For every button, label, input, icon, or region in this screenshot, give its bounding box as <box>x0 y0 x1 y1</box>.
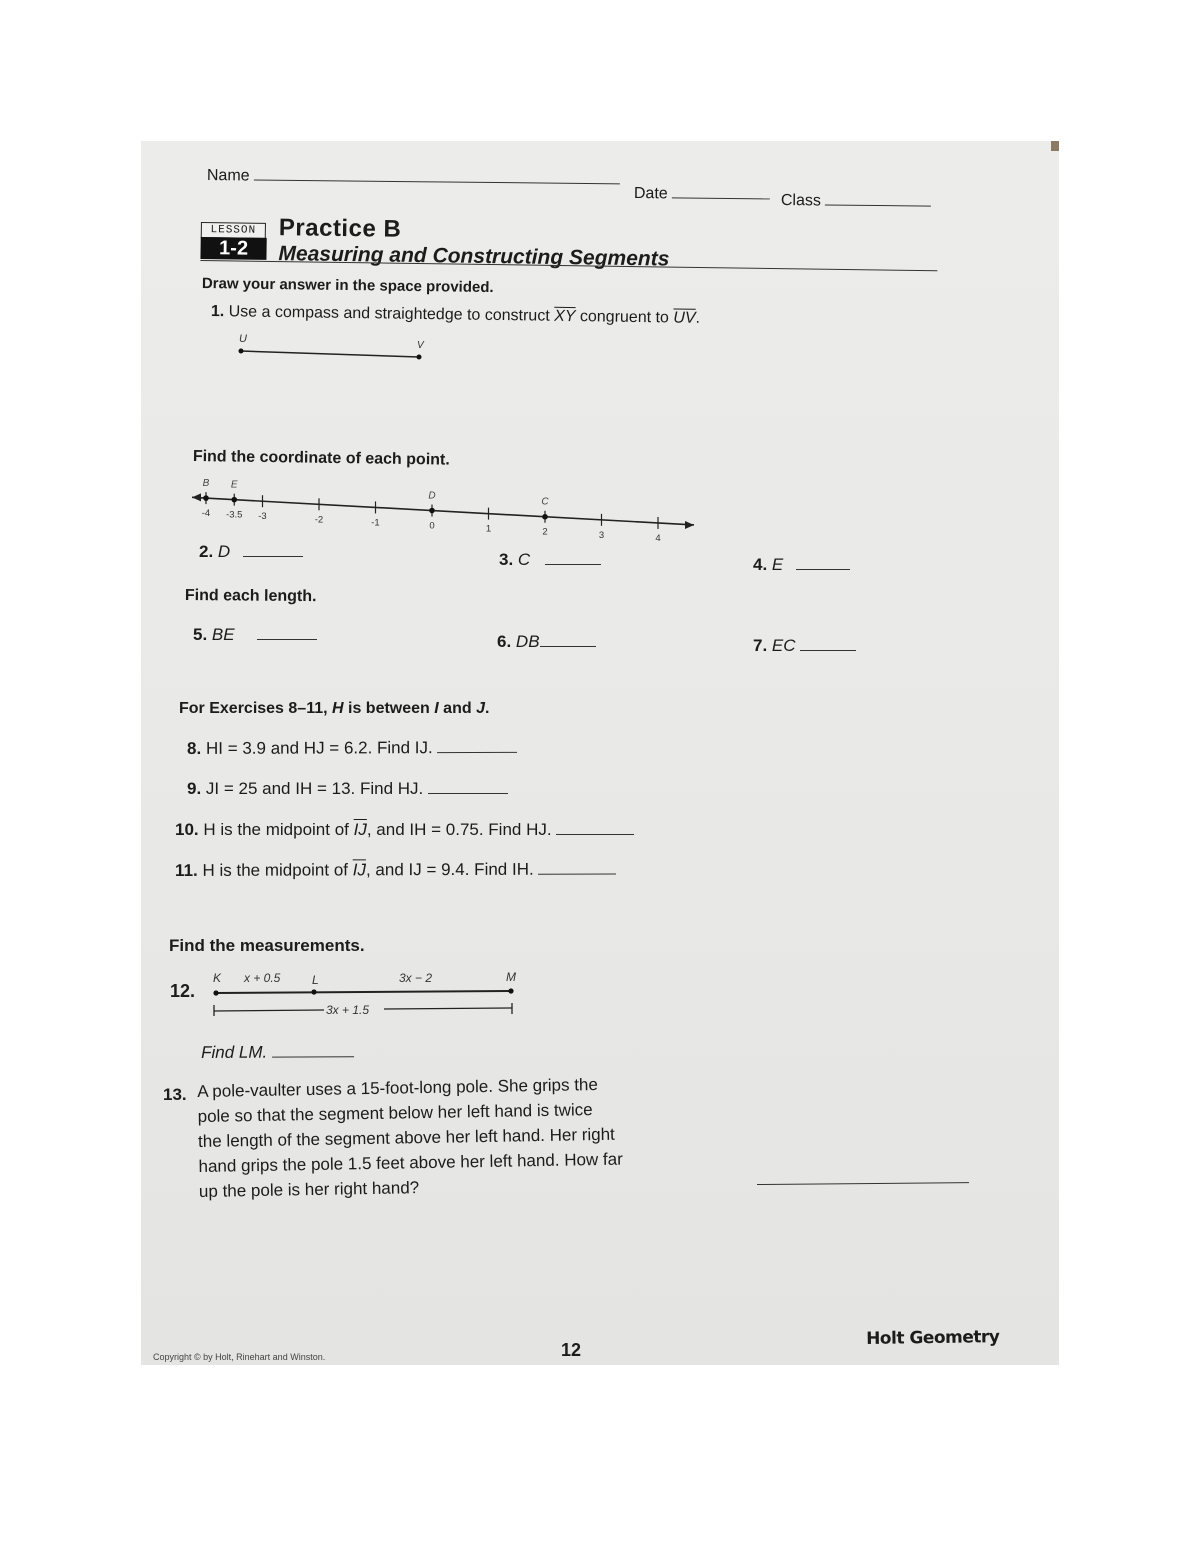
problem-11-text-b: , and IJ = 9.4. Find IH. <box>365 859 534 880</box>
expr-km: 3x + 1.5 <box>326 1003 370 1017</box>
number-line-point-label-d: D <box>428 490 436 502</box>
problem-5-var: BE <box>211 625 235 644</box>
problem-13-number: 13. <box>163 1085 187 1104</box>
between-instruction-a: For Exercises 8–11, <box>179 700 332 717</box>
dim-line-right <box>384 1008 512 1009</box>
problem-4-answer[interactable] <box>796 568 850 570</box>
number-line-tick-label: 1 <box>485 523 492 535</box>
number-line-tick-label: 3 <box>598 529 605 541</box>
point-u-dot <box>239 349 244 354</box>
problem-2-answer[interactable] <box>243 555 303 557</box>
lesson-title: Practice B <box>278 214 402 243</box>
problem-12-answer[interactable] <box>272 1055 354 1057</box>
dim-line-left <box>214 1010 324 1011</box>
number-line-tick-label: -3 <box>258 511 267 523</box>
problem-10-text-b: , and IH = 0.75. Find HJ. <box>366 820 552 839</box>
problem-5-number: 5. <box>193 625 208 644</box>
expr-lm: 3x − 2 <box>399 971 433 985</box>
name-blank <box>254 178 620 184</box>
number-line-tick-label: -1 <box>371 517 380 529</box>
point-v-dot <box>417 355 422 360</box>
problem-8 <box>187 738 518 759</box>
lesson-badge-number: 1-2 <box>200 237 266 260</box>
problem-13-line-2: pole so that the segment below her left hand is twice <box>197 1100 593 1126</box>
problem-11-text-a: H is the midpoint of <box>202 860 353 880</box>
header-class-row <box>781 192 932 212</box>
point-v-label: V <box>417 340 424 351</box>
coord-instruction: Find the coordinate of each point. <box>192 448 450 469</box>
problem-6-number: 6. <box>497 632 512 651</box>
number-line-arrow-left <box>192 493 201 501</box>
header-name-row <box>207 167 620 189</box>
problem-4-number: 4. <box>753 555 768 574</box>
problem-1-seg-uv: $\overline{UV}$ <box>673 309 696 327</box>
between-instruction-j: J <box>476 700 485 717</box>
number-line-axis <box>192 497 694 525</box>
draw-instruction: Draw your answer in the space provided. <box>201 275 494 297</box>
problem-10-text-a: H is the midpoint of <box>203 820 354 839</box>
problem-7-answer[interactable] <box>800 649 856 651</box>
problem-9-number: 9. <box>187 779 202 798</box>
problem-1-number: 1. <box>210 303 225 321</box>
problem-6 <box>497 632 596 652</box>
number-line-tick-label: 0 <box>429 520 435 532</box>
problem-3-answer[interactable] <box>545 563 601 565</box>
problem-13-line-3: the length of the segment above her left hand. Her right <box>197 1124 615 1151</box>
worksheet-page <box>141 141 1059 1365</box>
number-line-point-d <box>429 508 435 514</box>
problem-13-text <box>197 1072 623 1204</box>
problem-8-answer[interactable] <box>437 751 517 753</box>
problem-3-number: 3. <box>499 550 514 569</box>
problem-1-text-a: Use a compass and straightedge to construct <box>228 303 555 325</box>
book-title: Holt Geometry <box>866 1327 1000 1349</box>
page-corner <box>1051 141 1059 151</box>
problem-13-line-4: hand grips the pole 1.5 feet above her left hand. How far <box>198 1149 623 1176</box>
expr-kl: x + 0.5 <box>244 971 281 985</box>
problem-9 <box>187 779 508 799</box>
number-line-tick-label: 4 <box>655 532 661 544</box>
number-line-point-label-b: B <box>202 478 210 490</box>
problem-1-text-b: congruent to <box>575 308 674 327</box>
problem-2-number: 2. <box>199 542 214 561</box>
problem-10-seg: $\overline{IJ}$ <box>353 820 367 839</box>
problem-5 <box>193 625 317 645</box>
problem-3-var: C <box>517 550 531 569</box>
problem-12-find <box>201 1042 354 1063</box>
number-line-point-c <box>542 514 548 520</box>
class-label: Class <box>780 192 822 210</box>
problem-9-answer[interactable] <box>428 792 508 794</box>
number-line-arrow-right <box>685 521 694 529</box>
problem-8-number: 8. <box>187 738 202 758</box>
problem-9-text: JI = 25 and IH = 13. Find HJ. <box>205 779 424 798</box>
segment-uv-diagram <box>231 329 431 363</box>
between-instruction-d: . <box>484 700 490 717</box>
problem-7-var: EC <box>771 636 796 655</box>
problem-5-answer[interactable] <box>257 638 317 640</box>
problem-1-seg-xy: $\overline{XY}$ <box>554 307 576 326</box>
lesson-badge-top: LESSON <box>201 222 266 239</box>
problem-4-var: E <box>771 555 784 574</box>
problem-6-var: DB <box>515 632 540 651</box>
problem-6-answer[interactable] <box>540 645 596 647</box>
number-line-point-label-c: C <box>541 496 549 508</box>
problem-8-text: HI = 3.9 and HJ = 6.2. Find IJ. <box>205 738 433 758</box>
copyright-text: Copyright © by Holt, Rinehart and Winston. <box>153 1352 326 1362</box>
between-instruction-b: is between <box>343 700 435 717</box>
number-line-point-label-e: E <box>230 479 238 491</box>
point-m-label: M <box>506 970 516 984</box>
problem-4 <box>753 555 850 575</box>
number-line-tick-label: -3.5 <box>226 509 243 521</box>
problem-7 <box>753 636 856 656</box>
name-label: Name <box>206 167 250 185</box>
segment-uv <box>241 351 419 357</box>
problem-2-var: D <box>217 542 231 561</box>
number-line-point-b <box>203 495 209 501</box>
problem-13-line-1: A pole-vaulter uses a 15-foot-long pole. She grips the <box>197 1075 599 1101</box>
problem-10 <box>175 820 634 840</box>
problem-2 <box>199 542 303 562</box>
problem-11-answer[interactable] <box>538 872 616 874</box>
point-l-dot <box>311 989 316 994</box>
measure-instruction: Find the measurements. <box>169 936 365 955</box>
page-number: 12 <box>561 1340 582 1360</box>
number-line-tick-label: 2 <box>542 526 548 538</box>
number-line <box>186 471 706 544</box>
point-m-dot <box>508 988 513 993</box>
date-blank <box>672 196 770 199</box>
between-instruction-i: I <box>434 700 439 717</box>
problem-7-number: 7. <box>753 636 768 655</box>
class-blank <box>825 203 931 206</box>
problem-11-number: 11. <box>175 860 198 880</box>
problem-1 <box>211 303 700 328</box>
length-instruction: Find each length. <box>184 587 317 606</box>
point-u-label: U <box>239 333 247 345</box>
problem-1-text-c: . <box>695 309 701 327</box>
between-instruction-c: and <box>438 700 477 717</box>
date-label: Date <box>633 185 668 203</box>
header-date-row <box>634 185 770 204</box>
between-instruction <box>179 700 489 718</box>
lesson-subtitle: Measuring and Constructing Segments <box>278 242 670 271</box>
problem-11 <box>175 859 616 881</box>
point-k-dot <box>213 990 218 995</box>
klm-diagram <box>206 969 526 1019</box>
point-l-label: L <box>312 973 319 987</box>
problem-10-answer[interactable] <box>556 833 634 835</box>
number-line-point-e <box>231 497 237 503</box>
problem-11-seg: $\overline{IJ}$ <box>352 860 366 880</box>
problem-3 <box>499 550 601 570</box>
problem-12-find-text: Find LM. <box>201 1042 268 1062</box>
problem-12-number: 12. <box>170 981 196 1001</box>
problem-13-answer[interactable] <box>757 1182 969 1185</box>
segment-km <box>216 991 511 993</box>
between-instruction-h: H <box>332 700 344 717</box>
problem-13-line-5: up the pole is her right hand? <box>198 1178 420 1201</box>
problem-10-number: 10. <box>175 820 199 839</box>
number-line-tick-label: -4 <box>201 508 211 520</box>
point-k-label: K <box>213 971 222 985</box>
number-line-tick-label: -2 <box>314 514 324 526</box>
